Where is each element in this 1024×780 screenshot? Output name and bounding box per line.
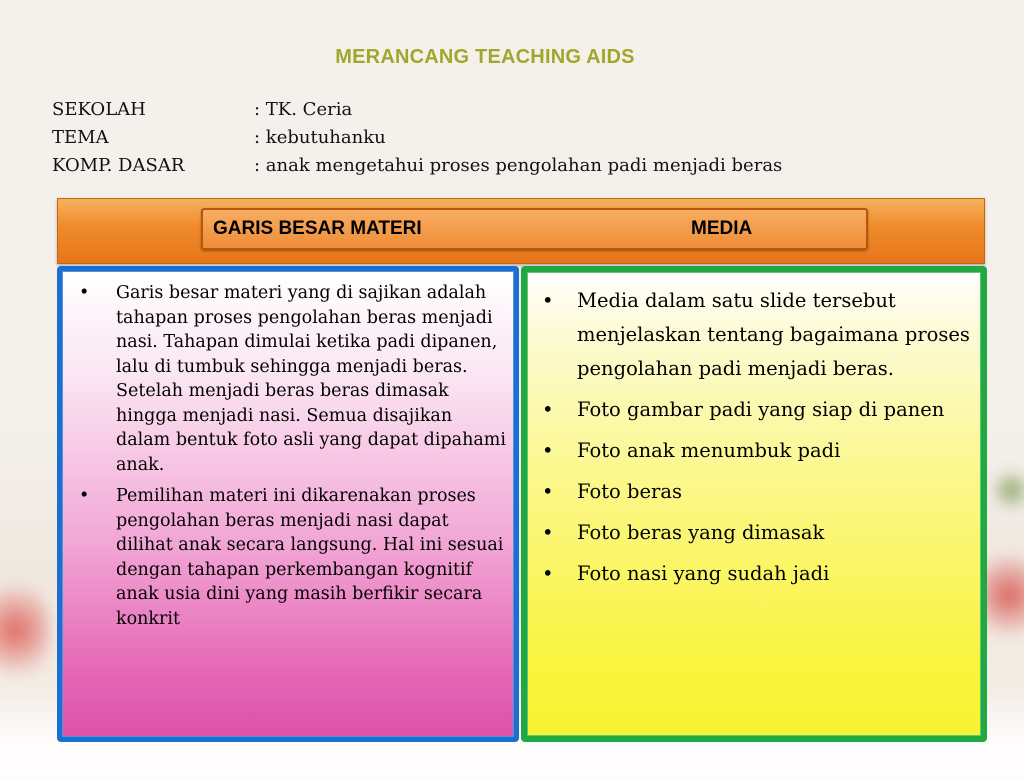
bullet-icon: • <box>79 283 90 303</box>
list-item <box>533 284 973 386</box>
list-item-text: Foto beras <box>577 480 682 503</box>
header-banner <box>57 198 985 264</box>
list-item <box>533 516 973 550</box>
info-value: : anak mengetahui proses pengolahan padi menjadi beras <box>254 155 783 176</box>
list-item-text: Media dalam satu slide tersebut menjelaskan tentang bagaimana proses pengolahan padi menjadi beras. <box>577 289 970 380</box>
header-materi: GARIS BESAR MATERI <box>213 218 422 239</box>
list-item <box>533 434 973 468</box>
materi-panel <box>57 266 519 742</box>
info-label: SEKOLAH <box>52 99 146 120</box>
list-item-text: Foto beras yang dimasak <box>577 521 825 544</box>
info-row-tema <box>52 124 782 152</box>
slide-title: MERANCANG TEACHING AIDS <box>335 46 635 68</box>
list-item-text: Foto gambar padi yang siap di panen <box>577 398 945 421</box>
bullet-icon: • <box>542 562 554 585</box>
info-label: KOMP. DASAR <box>52 155 185 176</box>
bullet-icon: • <box>542 289 554 312</box>
list-item <box>533 475 973 509</box>
list-item <box>70 281 510 477</box>
background-decoration-left <box>0 570 50 690</box>
list-item-text: Foto anak menumbuk padi <box>577 439 841 462</box>
info-row-komp-dasar <box>52 152 782 180</box>
bullet-icon: • <box>542 398 554 421</box>
media-panel <box>521 266 987 742</box>
bullet-icon: • <box>79 486 90 506</box>
list-item-text: Garis besar materi yang di sajikan adalah tahapan proses pengolahan beras menjadi nasi. Tahapan dimulai ketika padi dipanen, lalu di tumbuk sehingga menjadi beras. Setelah menjadi beras beras dimasak hingga menjadi nasi. Semua disajikan dalam bentuk foto asli yang dapat dipahami anak. <box>116 283 506 475</box>
info-value: : kebutuhanku <box>254 127 386 148</box>
list-item-text: Foto nasi yang sudah jadi <box>577 562 830 585</box>
list-item-text: Pemilihan materi ini dikarenakan proses pengolahan beras menjadi nasi dapat dilihat anak secara langsung. Hal ini sesuai dengan tahapan perkembangan kognitif anak usia dini yang masih berfikir secara konkrit <box>116 486 504 629</box>
header-media: MEDIA <box>691 218 753 239</box>
info-block <box>52 96 782 180</box>
list-item <box>533 557 973 591</box>
background-decoration-leaf <box>989 470 1024 510</box>
bullet-icon: • <box>542 521 554 544</box>
bullet-icon: • <box>542 480 554 503</box>
list-item <box>70 484 510 631</box>
media-list <box>533 284 973 598</box>
info-row-sekolah <box>52 96 782 124</box>
list-item <box>533 393 973 427</box>
info-label: TEMA <box>52 127 109 148</box>
materi-list <box>70 281 510 638</box>
info-value: : TK. Ceria <box>254 99 353 120</box>
header-bar <box>201 208 868 250</box>
bullet-icon: • <box>542 439 554 462</box>
